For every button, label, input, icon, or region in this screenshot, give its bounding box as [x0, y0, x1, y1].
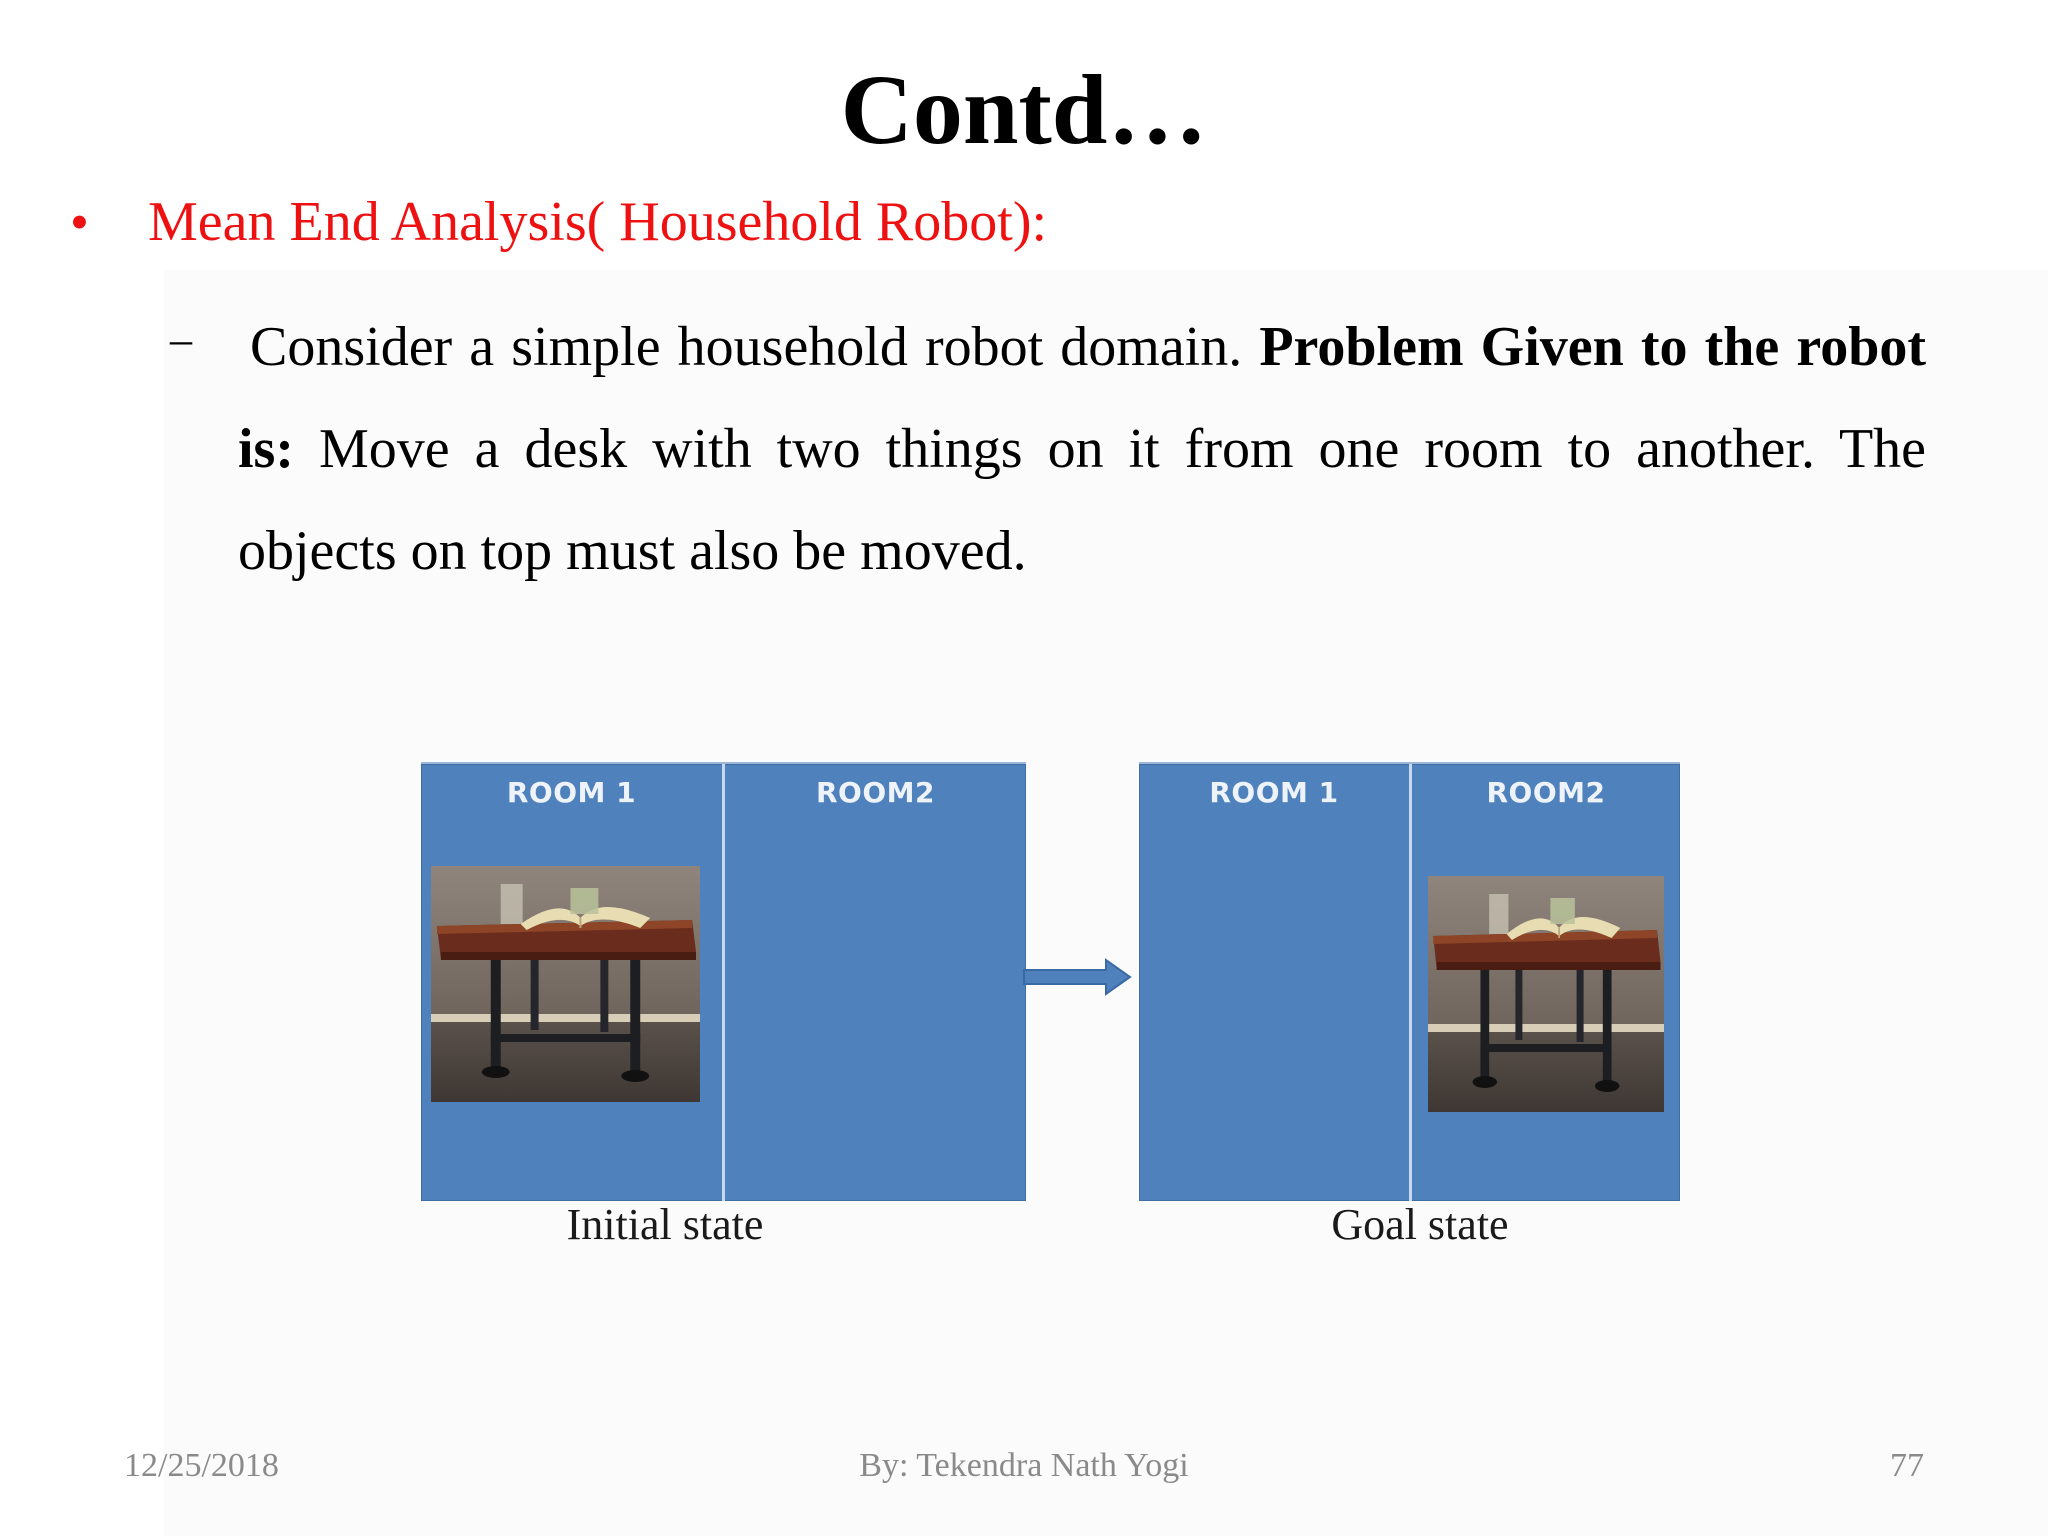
initial-state-caption: Initial state	[566, 1200, 764, 1249]
arrow-right-icon	[1022, 958, 1132, 996]
bullet-icon: •	[70, 192, 89, 252]
initial-state-panel	[421, 762, 1026, 1201]
goal-state-panel	[1139, 762, 1680, 1201]
desk-with-book-image	[431, 866, 700, 1102]
footer-page-number: 77	[1890, 1447, 1924, 1484]
desk-with-book-image	[1428, 876, 1664, 1112]
goal-room1-label: ROOM 1	[1209, 776, 1339, 809]
footer-date: 12/25/2018	[124, 1447, 279, 1484]
problem-description	[238, 296, 1926, 602]
problem-bold-text: Problem Given to the robot is:	[238, 316, 1926, 480]
initial-room2-label: ROOM2	[815, 776, 935, 809]
footer-author: By: Tekendra Nath Yogi	[859, 1447, 1189, 1484]
goal-room1	[1139, 764, 1412, 1201]
problem-intro-text: Consider a simple household robot domain.	[250, 316, 1243, 378]
problem-detail-text: Move a desk with two things on it from one room to another. The objects on top must also be moved.	[238, 418, 1927, 582]
initial-room1-label: ROOM 1	[506, 776, 637, 809]
dash-icon: –	[170, 315, 192, 364]
bullet-heading: Mean End Analysis( Household Robot):	[148, 191, 1048, 253]
slide-title: Contd…	[840, 54, 1208, 165]
goal-state-caption: Goal state	[1331, 1200, 1509, 1249]
initial-room2	[725, 764, 1026, 1201]
goal-room2-label: ROOM2	[1486, 776, 1606, 809]
